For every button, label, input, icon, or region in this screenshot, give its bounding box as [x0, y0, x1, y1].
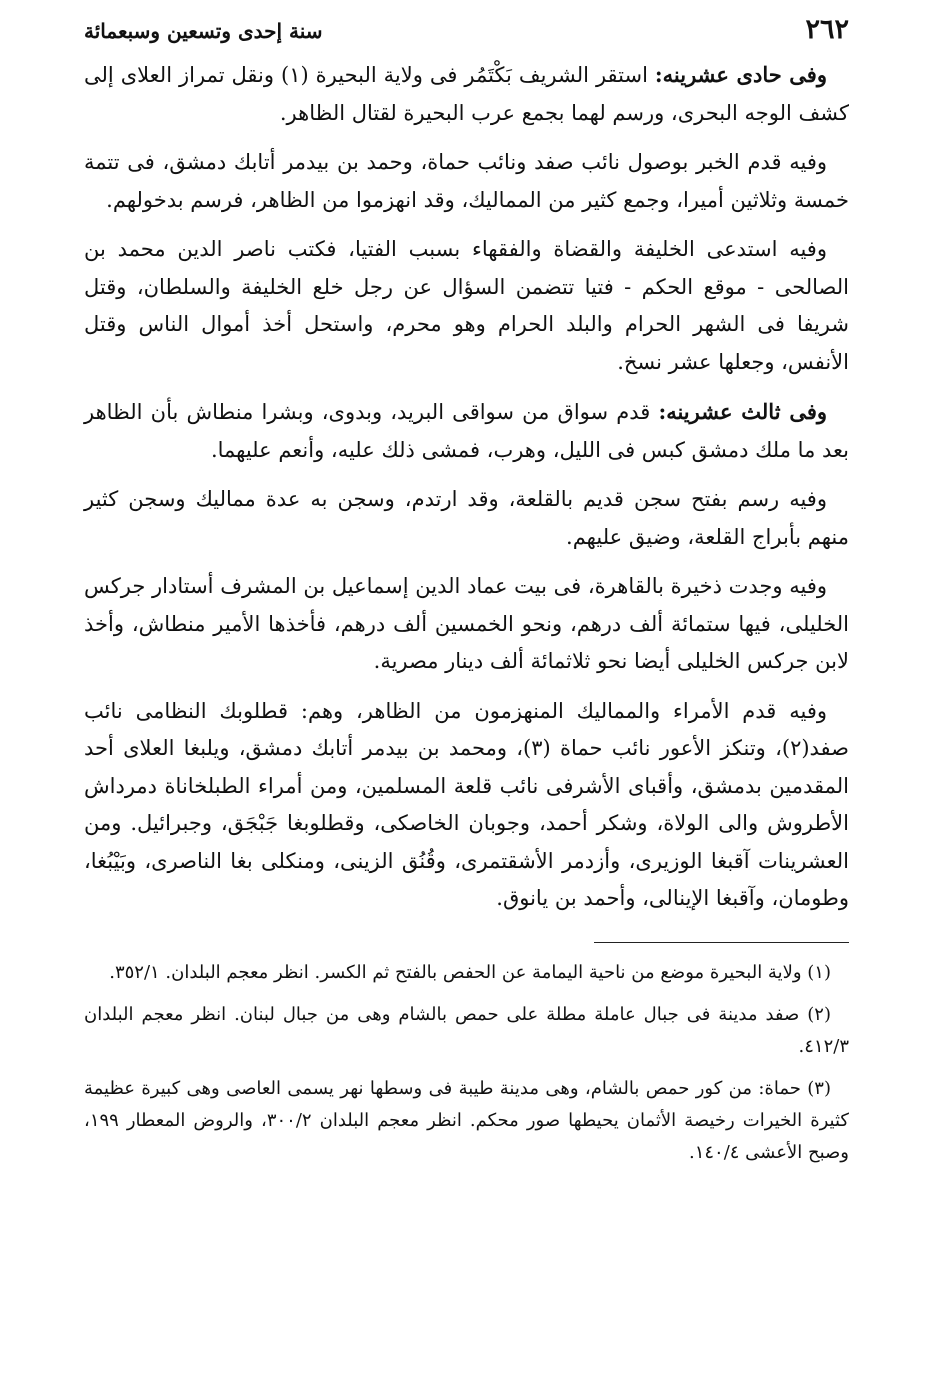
page-header: [84, 14, 849, 54]
paragraph: [84, 693, 849, 918]
paragraph-text: وفيه استدعى الخليفة والقضاة والفقهاء بسبب الفتيا، فكتب ناصر الدين محمد بن الصالحى - موقع الحكم - فتيا تتضمن السؤال عن رجل خلع الخليفة والسلطان، وقتل شريفا فى الشهر الحرام والبلد الحرام وهو محرم، واستحل أخذ أموال الناس وقتل الأنفس، وجعلها عشر نسخ.: [84, 237, 849, 374]
footnote: (٢) صفد مدينة فى جبال عاملة مطلة على حمص بالشام وهى من جبال لبنان. انظر معجم البلدان ٤١٢/٣.: [84, 1003, 849, 1057]
paragraph-lead: وفى حادى عشرينه:: [654, 62, 827, 87]
paragraph-text: وفيه قدم الأمراء والمماليك المنهزمون من الظاهر، وهم: قطلوبك النظامى نائب صفد(٢)، وتنكز الأعور نائب حماة (٣)، ومحمد بن بيدمر أتابك دمشق، ويلبغا العلاى أحد المقدمين بدمشق، وأقباى الأشرفى نائب قلعة المسلمين، ومن أمراء الطبلخاناة دمرداش الأطروش والى الولاة، وشكر أحمد، وجوبان الخاصكى، وقطلوبغا جَبْجَق، وجبرائيل. ومن العشرينات آقبغا الوزيرى، وأزدمر الأشقتمرى، وقُنُق الزينى، ومنكلى بغا الناصرى، وبَيْبُغا، وطومان، وآقبغا الإينالى، وأحمد بن يانوق.: [84, 698, 850, 910]
paragraph: [84, 481, 849, 556]
paragraph: [84, 568, 849, 681]
paragraph: [84, 56, 849, 132]
body-text: [84, 56, 849, 918]
paragraph-text: قدم سواق من سواقى البريد، وبدوى، وبشرا منطاش بأن الظاهر بعد ما ملك دمشق كبس فى الليل، وهرب، فمشى ذلك عليه، وأنعم عليهما.: [84, 400, 849, 462]
paragraph-lead: وفى ثالث عشرينه:: [658, 399, 827, 424]
paragraph-text: وفيه رسم بفتح سجن قديم بالقلعة، وقد ارتدم، وسجن به عدة مماليك وسجن كثير منهم بأبراج القلعة، وضيق عليهم.: [84, 487, 849, 549]
running-title: سنة إحدى وتسعين وسبعمائة: [84, 19, 323, 43]
paragraph: [84, 144, 849, 219]
paragraph: [84, 231, 849, 381]
footnote: (٣) حماة: من كور حمص بالشام، وهى مدينة طيبة فى وسطها نهر يسمى العاصى وهى كبيرة عظيمة كثيرة الخيرات رخيصة الأثمان يحيطها صور محكم. انظر معجم البلدان ٣٠٠/٢، والروض المعطار ١٩٩، وصبح الأعشى ١٤٠/٤.: [84, 1077, 849, 1163]
footnote-divider: [594, 942, 849, 943]
paragraph-text: وفيه وجدت ذخيرة بالقاهرة، فى بيت عماد الدين إسماعيل بن المشرف أستادار جركس الخليلى، فيها ستمائة ألف درهم، ونحو الخمسين ألف درهم، فأخذها الأمير منطاش، وأخذ لابن جركس الخليلى أيضا نحو ثلاثمائة ألف دينار مصرية.: [84, 574, 849, 673]
paragraph-text: وفيه قدم الخبر بوصول نائب صفد ونائب حماة، وحمد بن بيدمر أتابك دمشق، فى تتمة خمسة وثلاثين أميرا، وجمع كثير من المماليك، وقد انهزموا من الظاهر، فرسم بدخولهم.: [84, 150, 849, 212]
footnotes: [84, 957, 849, 1169]
paragraph-text: استقر الشريف بَكْتَمُر فى ولاية البحيرة (١) ونقل تمراز العلاى إلى كشف الوجه البحرى، ورسم لهما بجمع عرب البحيرة لقتال الظاهر.: [84, 63, 849, 125]
footnote: (١) ولاية البحيرة موضع من ناحية اليمامة عن الحفص بالفتح ثم الكسر. انظر معجم البلدان. ٣٥٢/١.: [109, 961, 831, 983]
paragraph: [84, 393, 849, 469]
page-number: ٢٦٢: [805, 14, 849, 45]
